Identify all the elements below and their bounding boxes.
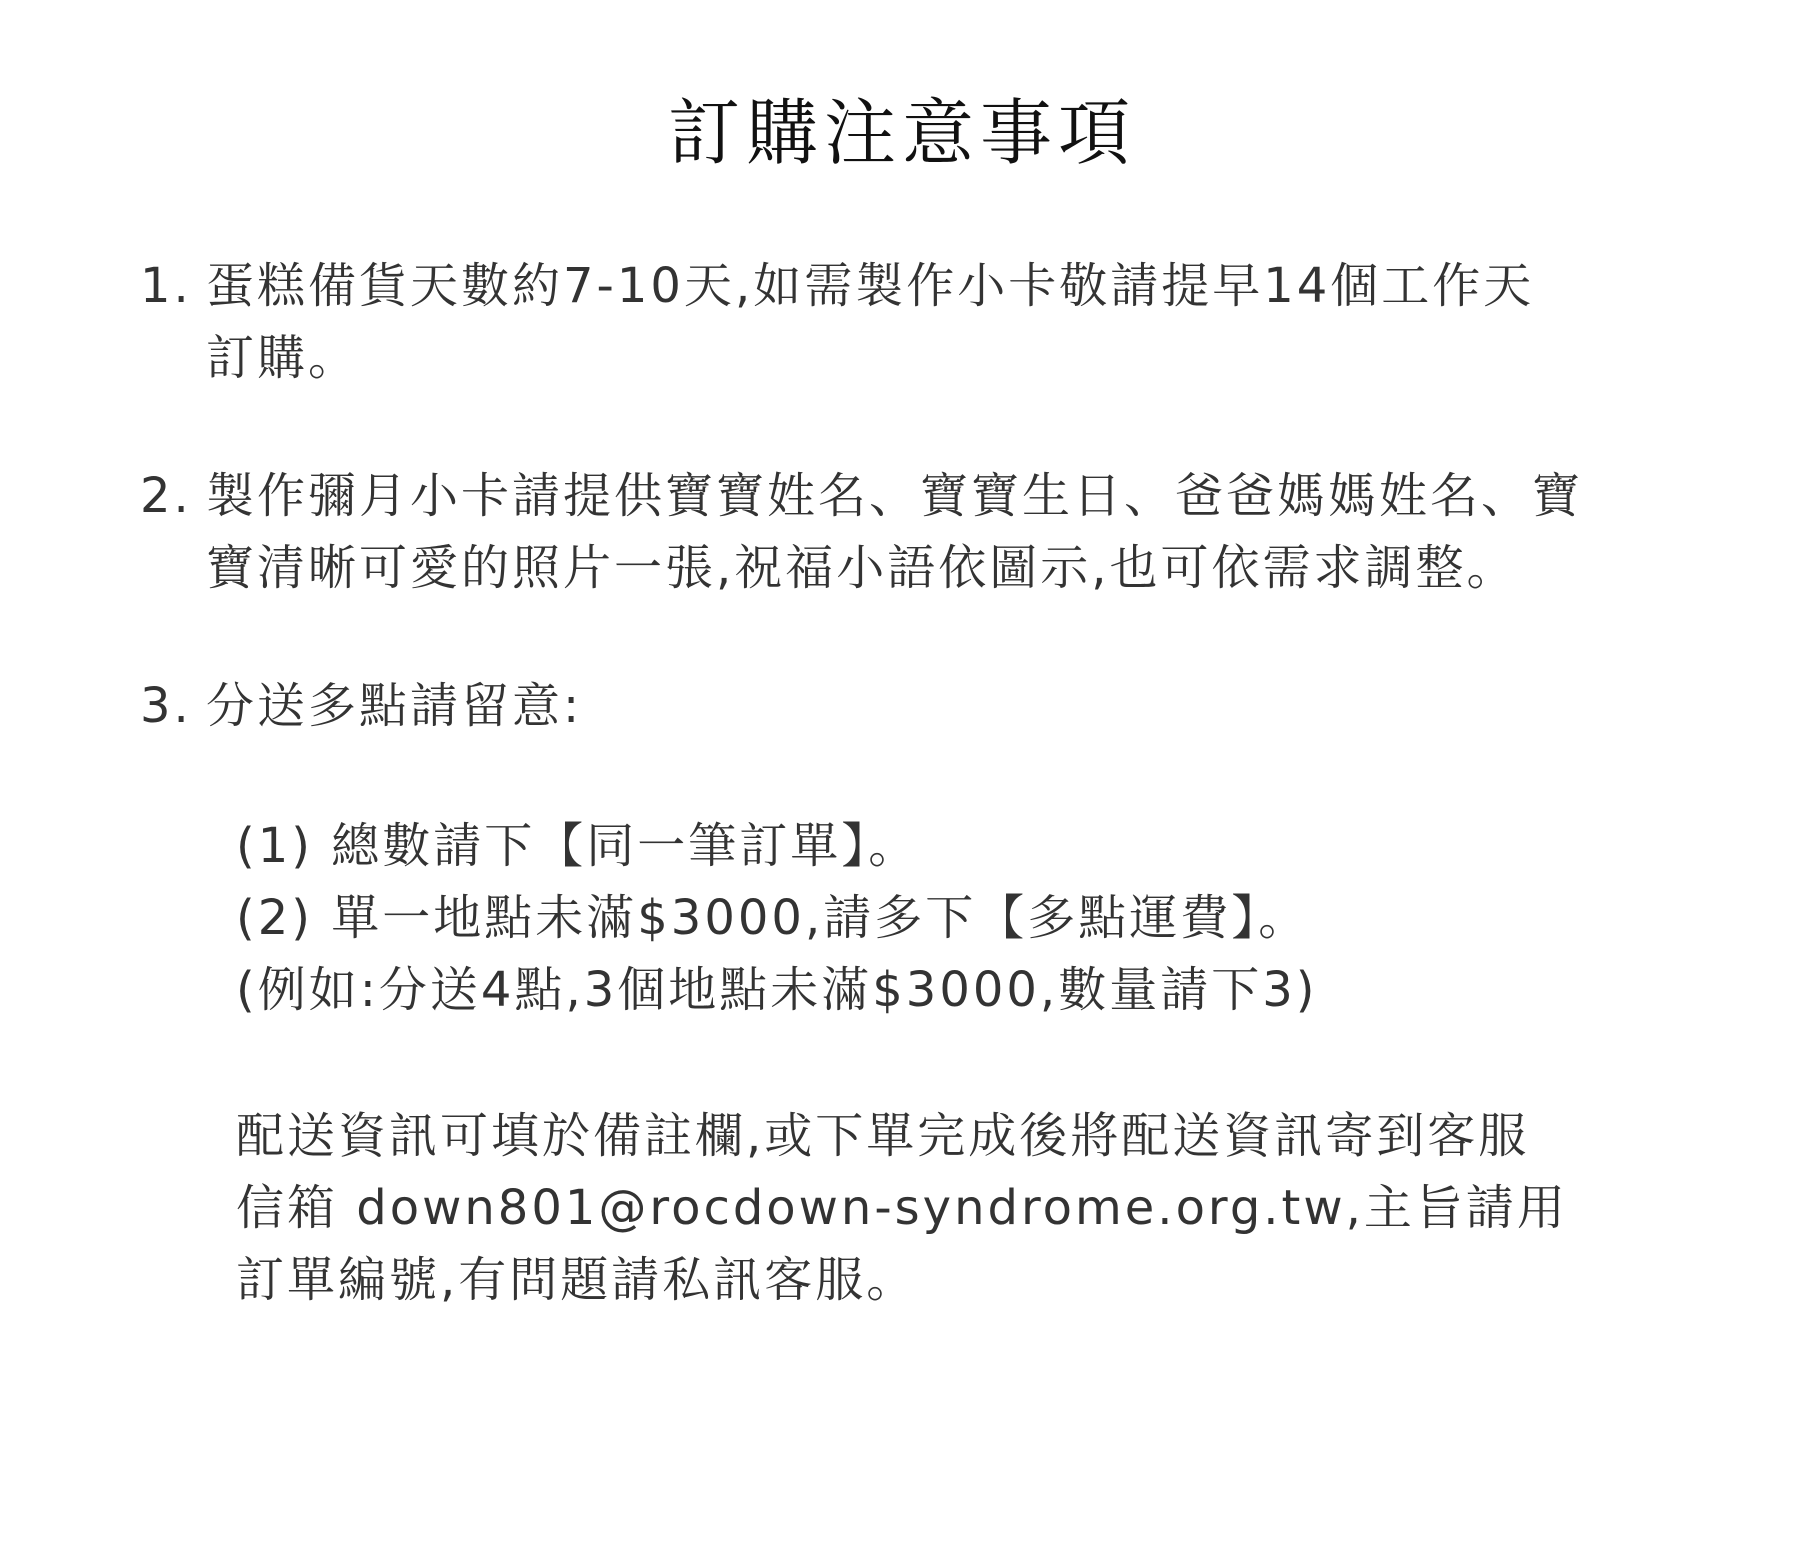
delivery-note xyxy=(236,1100,1666,1316)
page-title: 訂購注意事項 xyxy=(667,91,1136,175)
item-line: 寶清晰可愛的照片一張,祝福小語依圖示,也可依需求調整。 xyxy=(206,540,1518,596)
item-number: 3. xyxy=(140,678,192,734)
item-line: 製作彌月小卡請提供寶寶姓名、寶寶生日、爸爸媽媽姓名、寶 xyxy=(206,468,1584,524)
notice-item-2 xyxy=(140,460,1660,604)
note-line: 配送資訊可填於備註欄,或下單完成後將配送資訊寄到客服 xyxy=(236,1108,1530,1164)
item-text xyxy=(206,670,1660,742)
sub-item: (1) 總數請下【同一筆訂單】。 xyxy=(236,818,920,874)
item-line: 蛋糕備貨天數約7-10天,如需製作小卡敬請提早14個工作天 xyxy=(206,258,1535,314)
note-line: 訂單編號,有問題請私訊客服。 xyxy=(236,1252,918,1308)
item-text xyxy=(206,460,1660,604)
sub-item-example: (例如:分送4點,3個地點未滿$3000,數量請下3) xyxy=(236,962,1318,1018)
item-number: 2. xyxy=(140,468,192,524)
sub-item: (2) 單一地點未滿$3000,請多下【多點運費】。 xyxy=(236,890,1310,946)
item-number: 1. xyxy=(140,258,192,314)
notice-item-1 xyxy=(140,250,1660,394)
note-line: 信箱 down801@rocdown-syndrome.org.tw,主旨請用 xyxy=(236,1180,1568,1236)
item-text xyxy=(206,250,1660,394)
item-line: 分送多點請留意: xyxy=(206,678,583,734)
sub-item-list xyxy=(236,810,1666,1026)
item-line: 訂購。 xyxy=(206,330,360,386)
notice-item-3 xyxy=(140,670,1660,742)
